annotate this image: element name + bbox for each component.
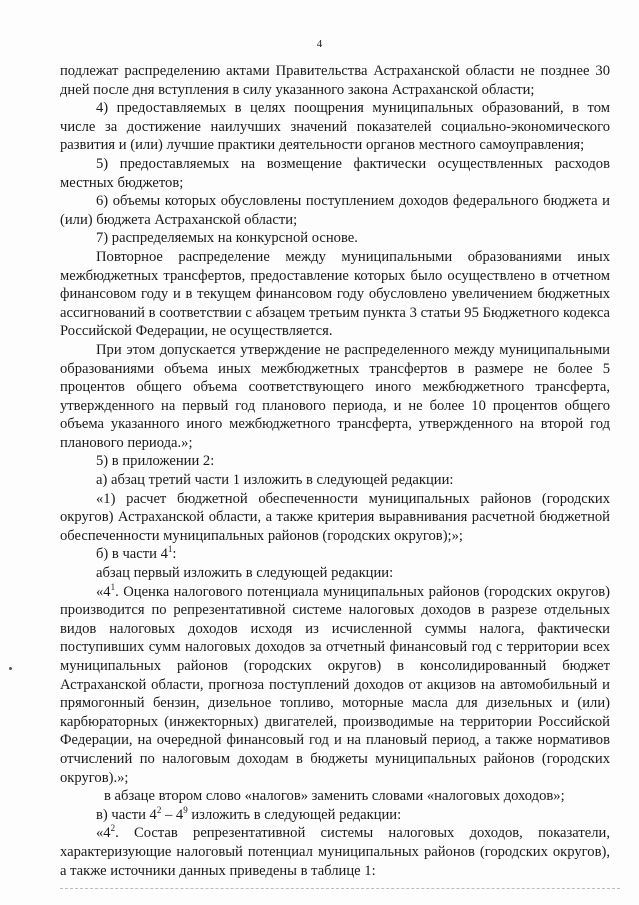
item-b-prefix: б) в части 4 bbox=[96, 546, 168, 563]
paragraph-quote-42 bbox=[60, 824, 610, 880]
page-number: 4 bbox=[316, 38, 323, 50]
paragraph-quote-41 bbox=[60, 583, 610, 788]
item-v-suffix: изложить в следующей редакции: bbox=[187, 806, 402, 823]
paragraph-undistributed: При этом допускается утверждение не распределенного между муниципальными образованиями объема иных межбюджетных трансфертов в размере не более 5 процентов общего объема соответствующего иного межбюджетного трансферта, утвержденного на первый год планового периода, и не более 10 процентов общего объема указанного иного межбюджетного трансферта, утвержденного на второй год планового периода.»; bbox=[60, 341, 610, 451]
paragraph-item-b bbox=[60, 545, 610, 564]
paragraph-item-6: 6) объемы которых обусловлены поступлением доходов федерального бюджета и (или) бюджета Астраханской области; bbox=[60, 193, 610, 228]
quote-42-text: . Состав репрезентативной системы налоговых доходов, показатели, характеризующие налоговый потенциал муниципальных районов (городских округов), а также источники данных приведены в таблице 1: bbox=[60, 825, 610, 879]
item-v-sup1: 2 bbox=[156, 804, 162, 815]
paragraph-item-v bbox=[60, 806, 610, 825]
quote-42-open: «4 bbox=[96, 825, 111, 842]
item-v-dash: – 4 bbox=[161, 806, 184, 823]
paragraph-item-a: а) абзац третий части 1 изложить в следующей редакции: bbox=[96, 472, 454, 489]
paragraph-item-4: 4) предоставляемых в целях поощрения муниципальных образований, в том числе за достижение наилучших значений показателей социально-экономического развития и (или) лучшие практики деятельности органов местного самоуправления; bbox=[60, 100, 610, 154]
paragraph-item-7: 7) распределяемых на конкурсной основе. bbox=[96, 230, 358, 247]
item-b-suffix: : bbox=[172, 546, 177, 563]
item-b-sup: 1 bbox=[167, 544, 173, 555]
scan-margin-mark bbox=[9, 667, 12, 670]
item-v-sup2: 9 bbox=[183, 804, 188, 815]
quote-42-sup: 2 bbox=[110, 823, 116, 834]
paragraph-continuation: подлежат распределению актами Правительства Астраханской области не позднее 30 дней после дня вступления в силу указанного закона Астраханской области; bbox=[60, 63, 610, 98]
paragraph-abzac-first: абзац первый изложить в следующей редакции: bbox=[96, 565, 394, 582]
quote-41-text: . Оценка налогового потенциала муниципальных районов (городских округов) производится по репрезентативной системе налоговых доходов в разрезе отдельных видов налоговых доходов исходя из исчисленной суммы налога, фактически поступивших сумм налоговых доходов за отчетный финансовый год с территории всех муниципальных районов (городских округов) в консолидированный бюджет Астраханской области, прогноза поступлений доходов от акцизов на автомобильный и прямогонный бензин, дизельное топливо, моторные масла для дизельных и (или) карбюраторных (инжекторных) двигателей, производимые на территории Российской Федерации, на очередной финансовый год и на плановый период, а также нормативов отчислений по налоговым доходам в бюджеты муниципальных районов (городских округов).»; bbox=[60, 583, 610, 786]
paragraph-item-5: 5) предоставляемых на возмещение фактически осуществленных расходов местных бюджетов; bbox=[60, 155, 610, 191]
paragraph-quote-1: «1) расчет бюджетной обеспеченности муниципальных районов (городских округов) Астраханской области, а также критерия выравнивания расчетной бюджетной обеспеченности муниципальных районов (городских округов);»; bbox=[60, 490, 610, 544]
paragraph-redistribution: Повторное распределение между муниципальными образованиями иных межбюджетных трансфертов, предоставление которых было осуществлено в отчетном финансовом году и в текущем финансовом году обусловлено увеличением бюджетных ассигнований в соответствии с абзацем третьим пункта 3 статьи 95 Бюджетного кодекса Российской Федерации, не осуществляется. bbox=[60, 248, 610, 340]
quote-41-open: «4 bbox=[96, 583, 111, 600]
item-v-prefix: в) части 4 bbox=[96, 806, 157, 823]
scan-bottom-edge bbox=[60, 888, 620, 889]
quote-41-sup: 1 bbox=[110, 581, 116, 592]
paragraph-abzac-second: в абзаце втором слово «налогов» заменить словами «налоговых доходов»; bbox=[104, 788, 565, 805]
paragraph-appendix-2: 5) в приложении 2: bbox=[96, 453, 215, 470]
document-body bbox=[60, 62, 610, 880]
